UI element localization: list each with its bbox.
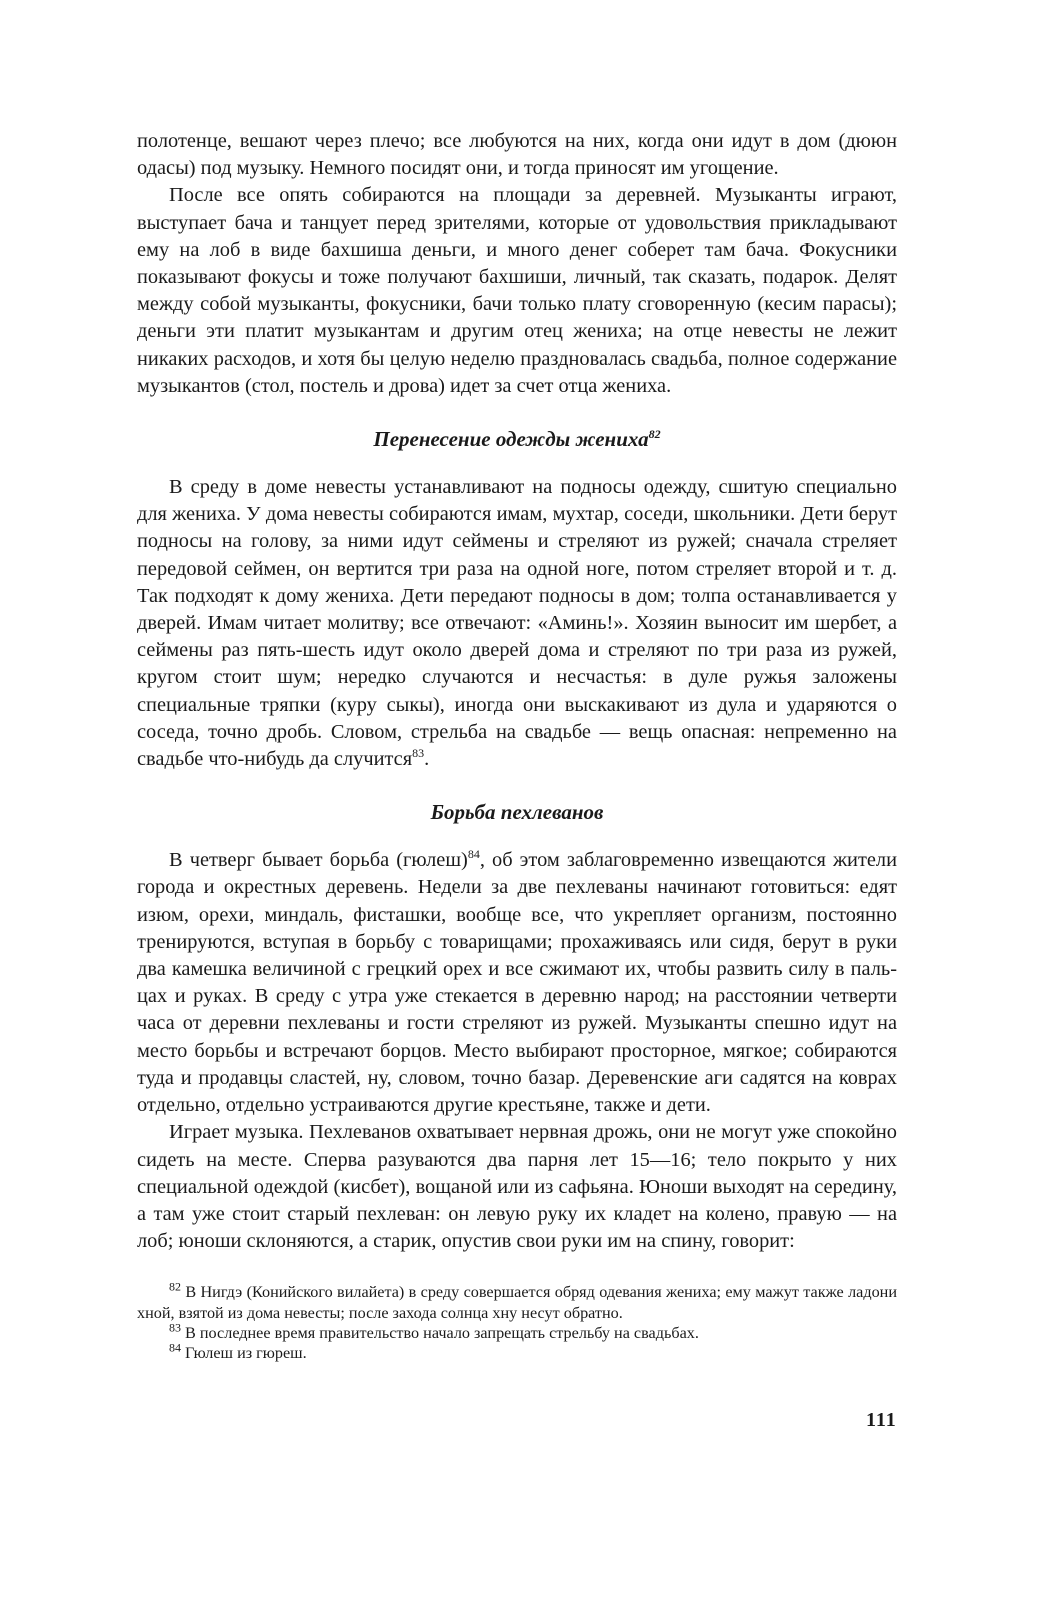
footnote-number: 83 [169, 1320, 181, 1335]
paragraph-text: В среду в доме невесты устанавливают на подносы одежду, сшитую специально для жениха. У дома невесты собираются имам, мухтар, соседи, школьники. Дети берут подносы на голову, за ними идут сеймены и стреляют из ружей; сначала стреляет передовой сеймен, он вертится три раза на одной ноге, потом стреляет второй и т. д. Так подходят к дому жениха. Дети передают подносы в дом; толпа останавливается у дверей. Имам читает молитву; все отвечают: «Аминь!». Хозяин выносит им шербет, а сеймены раз пять-шесть идут около дверей дома и стреляют по три раза из ружей, кругом стоит шум; нередко случаются и несчастья: в дуле ружья заложены специальные тряпки (куру сыкы), иногда они выскакивают из дула и ударяются о соседа, точно дробь. Словом, стрельба на свадьбе — вещь опасная: непременно на свадьбе что-нибудь да случится [137, 476, 897, 771]
footnote-ref-83: 83 [412, 746, 425, 761]
footnote-text: В Нигдэ (Конийского вилайета) в среду совершается обряд одевания жениха; ему мажут также ладони хной, взятой из дома невесты; после захода солнца хну несут обратно. [137, 1283, 897, 1322]
footnote-text: В последнее время правительство начало запрещать стрельбу на свадьбах. [185, 1323, 699, 1342]
footnote-ref-84: 84 [467, 847, 480, 862]
paragraph-festivities: После все опять собираются на площади за деревней. Музыканты играют, выступает бача и танцует перед зрителями, которые от удовольствия прикладывают ему на лоб в виде бахшиша деньги, и много денег соберет там бача. Фокусники показывают фокусы и тоже получают бахшиши, личный, так сказать, подарок. Делят между собой музыканты, фокусники, бачи только плату сговоренную (кесим парасы); деньги эти платит музыкантам и другим отец жениха; на отце невесты не лежит никаких расходов, и хотя бы целую неделю праздновалась свадьба, полное содержание музыкантов (стол, постель и дрова) идет за счет отца жениха. [137, 184, 897, 397]
footnote-82 [137, 1279, 897, 1322]
footnote-number: 82 [169, 1279, 181, 1294]
footnote-ref-82: 82 [648, 427, 661, 442]
paragraph-tail: . [424, 748, 430, 771]
footnote-84 [137, 1340, 897, 1363]
footnote-number: 84 [169, 1340, 181, 1355]
paragraph-continuation: полотенце, вешают через плечо; все любуются на них, когда они идут в дом (дююн одасы) под музыку. Немного посидят они, и тогда приносят им угощение. [137, 130, 897, 180]
paragraph-text: В четверг бывает борьба (гюлеш) [169, 849, 468, 872]
section-heading-wrestling: Борьба пехлеванов [430, 800, 604, 825]
section-heading-groom-clothes [137, 426, 897, 453]
paragraph-wrestling-preparation [137, 847, 897, 1119]
heading-text: Перенесение одежды жениха [373, 427, 649, 452]
paragraph-groom-clothes [137, 474, 897, 773]
footnote-83 [137, 1320, 897, 1343]
paragraph-wrestling-start: Играет музыка. Пехлеванов охватывает нервная дрожь, они не могут уже спокойно сидеть на месте. Сперва разуваются два парня лет 15—16; тело покрыто у них специальной одеждой (кисбет), вощаной или из сафьяна. Юноши выходят на середину, а там уже стоит старый пехлеван: он левую руку их кладет на колено, правую — на лоб; юноши склоняются, а старик, опустив свои руки им на спину, говорит: [137, 1121, 897, 1253]
page-number: 111 [866, 1409, 897, 1431]
footnote-text: Гюлеш из гюреш. [185, 1343, 307, 1362]
paragraph-text: , об этом заблаговременно извещаются жители города и окрестных деревень. Недели за две пехлеваны начинают готовиться: едят изюм, орехи, миндаль, фисташки, вообще все, что укрепляет организм, постоянно тренируются, вступая в борьбу с товарищами; прохаживаясь или сидя, берут в руки два камешка величиной с грецкий орех и все сжимают их, чтобы развить силу в пальцах и руках. В среду с утра уже стекается в деревню народ; на расстоянии четверти часа от деревни пехлеваны и гости стреляют из ружей. Музыканты спешно идут на место борьбы и встречают борцов. Место выбирают просторное, мягкое; собираются туда и продавцы сластей, ну, словом, точно базар. Деревенские аги садятся на коврах отдельно, отдельно устраиваются другие крестьяне, также и дети. [137, 849, 898, 1117]
footnotes [137, 1279, 897, 1363]
